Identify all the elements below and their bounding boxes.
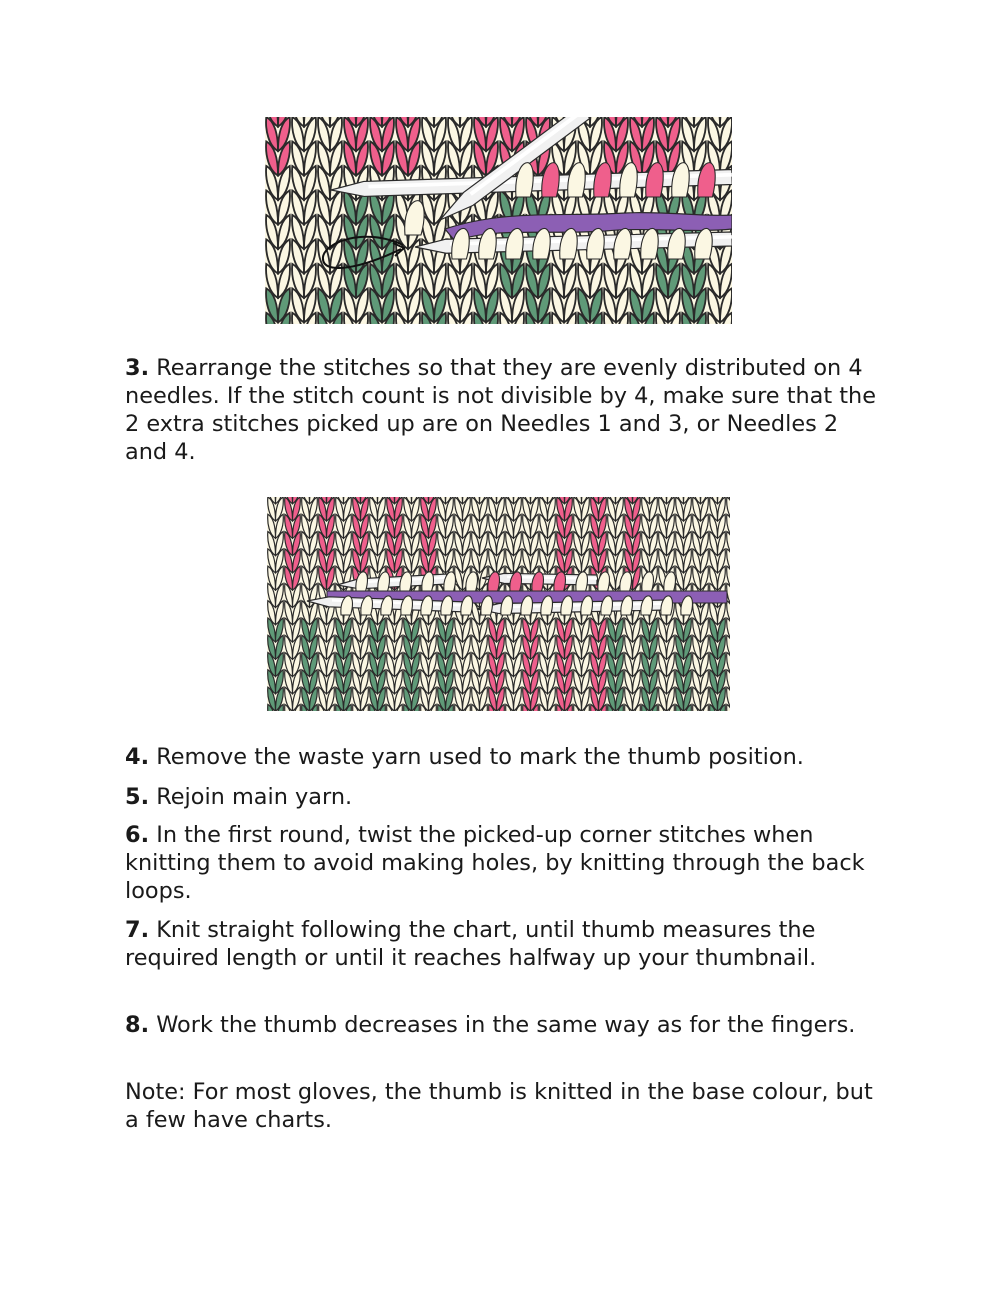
picking-up-stitches-illustration — [265, 117, 732, 324]
step-5 — [125, 783, 885, 811]
note: Note: For most gloves, the thumb is knitted in the base colour, but a few have charts. — [125, 1079, 873, 1133]
step-text: Remove the waste yarn used to mark the thumb position. — [156, 744, 804, 770]
step-8 — [125, 1011, 885, 1039]
step-number: 8. — [125, 1012, 150, 1038]
step-3 — [125, 354, 885, 466]
stitches-on-four-needles-illustration — [267, 497, 730, 711]
step-number: 7. — [125, 917, 150, 943]
step-number: 4. — [125, 744, 150, 770]
step-text: Knit straight following the chart, until thumb measures the required length or until it reaches halfway up your thumbnail. — [125, 917, 817, 971]
step-number: 5. — [125, 784, 150, 810]
step-text: Work the thumb decreases in the same way as for the fingers. — [156, 1012, 856, 1038]
step-text: Rearrange the stitches so that they are evenly distributed on 4 needles. If the stitch count is not divisible by 4, make sure that the 2 extra stitches picked up are on Needles 1 and 3, or Needles 2 and 4. — [125, 355, 877, 465]
step-7 — [125, 916, 885, 972]
step-6 — [125, 821, 885, 905]
step-4 — [125, 743, 885, 771]
step-number: 3. — [125, 355, 150, 381]
step-number: 6. — [125, 822, 150, 848]
step-text: In the first round, twist the picked-up corner stitches when knitting them to avoid making holes, by knitting through the back loops. — [125, 822, 865, 904]
step-text: Rejoin main yarn. — [156, 784, 353, 810]
